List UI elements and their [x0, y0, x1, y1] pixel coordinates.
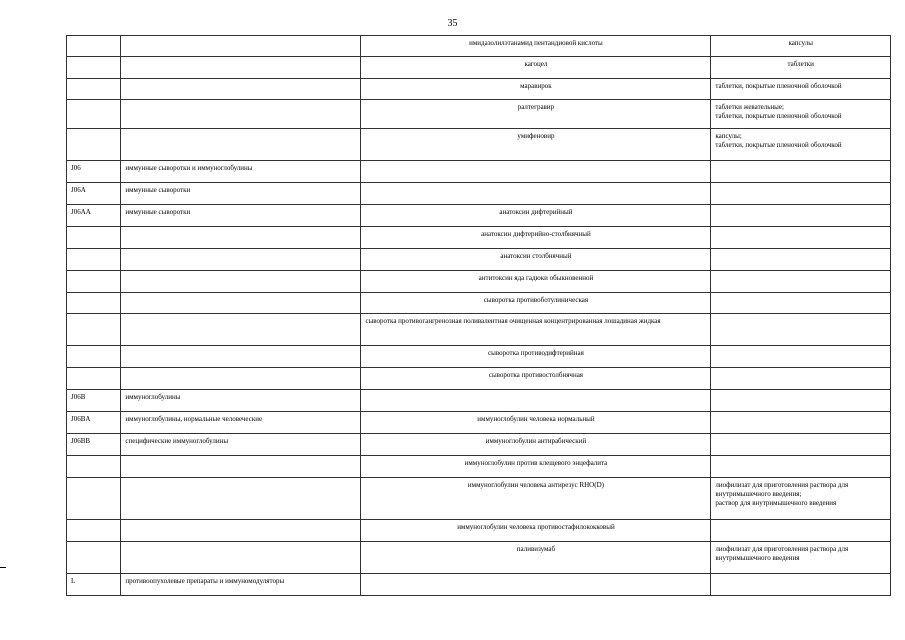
table-row [67, 183, 891, 205]
atc-group-name-cell: иммунные сыворотки [121, 183, 361, 205]
atc-group-name-cell [121, 542, 361, 574]
atc-group-name-cell: иммуноглобулины, нормальные человеческие [121, 412, 361, 434]
table-row [67, 129, 891, 161]
dosage-form-cell [711, 57, 891, 79]
atc-code-cell: J06BA [67, 412, 121, 434]
dosage-form-cell [711, 542, 891, 574]
dosage-form-cell [711, 293, 891, 314]
drug-name-cell: умифеновир [361, 129, 711, 161]
atc-group-name-cell [121, 227, 361, 249]
dosage-form-cell [711, 520, 891, 542]
atc-group-name-cell: специфические иммуноглобулины [121, 434, 361, 456]
dosage-form-cell [711, 271, 891, 293]
drug-name-cell: иммуноглобулин человека антирезус RHO(D) [361, 478, 711, 520]
dosage-form-cell [711, 478, 891, 520]
table-row [67, 412, 891, 434]
atc-code-cell [67, 271, 121, 293]
atc-group-name-cell [121, 57, 361, 79]
atc-code-cell: J06B [67, 390, 121, 412]
atc-group-name-cell: иммуноглобулины [121, 390, 361, 412]
dosage-form-line: лиофилизат для приготовления раствора для внутримышечного введения [715, 545, 849, 562]
dosage-form-cell [711, 434, 891, 456]
dosage-form-line: капсулы [788, 39, 813, 47]
page-number: 35 [447, 18, 458, 29]
atc-group-name-cell [121, 520, 361, 542]
drug-name-cell: анатоксин дифтерийно-столбнячный [361, 227, 711, 249]
atc-group-name-cell [121, 36, 361, 57]
dosage-form-line: капсулы; [715, 132, 742, 140]
atc-code-cell [67, 542, 121, 574]
dosage-form-line: таблетки [787, 60, 814, 68]
drug-name-cell: кагоцел [361, 57, 711, 79]
table-row [67, 368, 891, 390]
atc-group-name-cell [121, 293, 361, 314]
dosage-form-line: раствор для внутримышечного введения [715, 498, 837, 507]
table-row [67, 434, 891, 456]
margin-mark [0, 567, 6, 568]
atc-code-cell: J06BB [67, 434, 121, 456]
atc-code-cell: L [67, 574, 121, 596]
drug-name-cell: антитоксин яда гадюки обыкновенной [361, 271, 711, 293]
table-body [67, 36, 891, 596]
atc-group-name-cell [121, 249, 361, 271]
atc-group-name-cell [121, 271, 361, 293]
drug-name-cell: иммуноглобулин антирабический [361, 434, 711, 456]
dosage-form-line: лиофилизат для приготовления раствора для внутримышечного введения; [715, 481, 849, 498]
table-row [67, 293, 891, 314]
atc-group-name-cell: противоопухолевые препараты и иммуномодуляторы [121, 574, 361, 596]
table-row [67, 478, 891, 520]
dosage-form-cell [711, 314, 891, 346]
table-row [67, 161, 891, 183]
table-row [67, 57, 891, 79]
atc-code-cell [67, 456, 121, 478]
atc-code-cell [67, 129, 121, 161]
drug-name-cell [361, 161, 711, 183]
dosage-form-cell [711, 100, 891, 129]
dosage-form-cell [711, 161, 891, 183]
atc-code-cell [67, 227, 121, 249]
drug-name-cell: сыворотка противодифтерийная [361, 346, 711, 368]
table-row [67, 205, 891, 227]
dosage-form-line: таблетки, покрытые пленочной оболочкой [715, 111, 842, 120]
table-row [67, 36, 891, 57]
atc-code-cell [67, 520, 121, 542]
drug-name-cell: сыворотка противоботулиническая [361, 293, 711, 314]
drug-name-cell [361, 390, 711, 412]
dosage-form-cell [711, 183, 891, 205]
atc-group-name-cell [121, 478, 361, 520]
atc-group-name-cell [121, 129, 361, 161]
table-row [67, 227, 891, 249]
table-row [67, 249, 891, 271]
drug-name-cell: анатоксин дифтерийный [361, 205, 711, 227]
drug-name-cell: анатоксин столбнячный [361, 249, 711, 271]
atc-group-name-cell [121, 100, 361, 129]
dosage-form-cell [711, 249, 891, 271]
atc-code-cell [67, 478, 121, 520]
atc-code-cell: J06A [67, 183, 121, 205]
table-row [67, 100, 891, 129]
dosage-form-line: таблетки, покрытые пленочной оболочкой [715, 140, 842, 149]
atc-code-cell [67, 368, 121, 390]
dosage-form-cell [711, 79, 891, 100]
table-row [67, 390, 891, 412]
dosage-form-cell [711, 412, 891, 434]
dosage-form-cell [711, 129, 891, 161]
drug-name-cell [361, 574, 711, 596]
dosage-form-line: таблетки, покрытые пленочной оболочкой [715, 82, 842, 90]
atc-code-cell [67, 314, 121, 346]
drug-name-cell: ралтегравир [361, 100, 711, 129]
drug-name-cell: иммуноглобулин человека противостафилококковый [361, 520, 711, 542]
table-row [67, 574, 891, 596]
dosage-form-cell [711, 456, 891, 478]
table-row [67, 271, 891, 293]
atc-code-cell: J06AA [67, 205, 121, 227]
drug-name-cell: иммуноглобулин человека нормальный [361, 412, 711, 434]
table-row [67, 520, 891, 542]
atc-group-name-cell [121, 314, 361, 346]
drug-name-cell: маравирок [361, 79, 711, 100]
table-row [67, 456, 891, 478]
atc-code-cell: J06 [67, 161, 121, 183]
drug-name-cell: имидазолилэтанамид пентандиовой кислоты [361, 36, 711, 57]
atc-group-name-cell [121, 456, 361, 478]
drug-list-table [66, 35, 891, 596]
dosage-form-cell [711, 574, 891, 596]
drug-name-cell [361, 183, 711, 205]
atc-group-name-cell [121, 368, 361, 390]
atc-group-name-cell: иммунные сыворотки и иммуноглобулины [121, 161, 361, 183]
drug-name-cell: иммуноглобулин против клещевого энцефалита [361, 456, 711, 478]
atc-code-cell [67, 100, 121, 129]
dosage-form-cell [711, 205, 891, 227]
atc-code-cell [67, 57, 121, 79]
drug-name-cell: паливизумаб [361, 542, 711, 574]
table-row [67, 79, 891, 100]
table-row [67, 346, 891, 368]
atc-code-cell [67, 249, 121, 271]
drug-name-cell: сыворотка противогангренозная поливалентная очищенная концентрированная лошадиная жидкая [361, 314, 711, 346]
atc-group-name-cell: иммунные сыворотки [121, 205, 361, 227]
dosage-form-cell [711, 390, 891, 412]
dosage-form-cell [711, 368, 891, 390]
atc-code-cell [67, 36, 121, 57]
atc-group-name-cell [121, 346, 361, 368]
atc-code-cell [67, 293, 121, 314]
dosage-form-cell [711, 36, 891, 57]
atc-group-name-cell [121, 79, 361, 100]
dosage-form-line: таблетки жевательные; [715, 103, 784, 111]
drug-name-cell: сыворотка противостолбнячная [361, 368, 711, 390]
atc-code-cell [67, 79, 121, 100]
atc-code-cell [67, 346, 121, 368]
dosage-form-cell [711, 346, 891, 368]
dosage-form-cell [711, 227, 891, 249]
table-row [67, 542, 891, 574]
table-row [67, 314, 891, 346]
